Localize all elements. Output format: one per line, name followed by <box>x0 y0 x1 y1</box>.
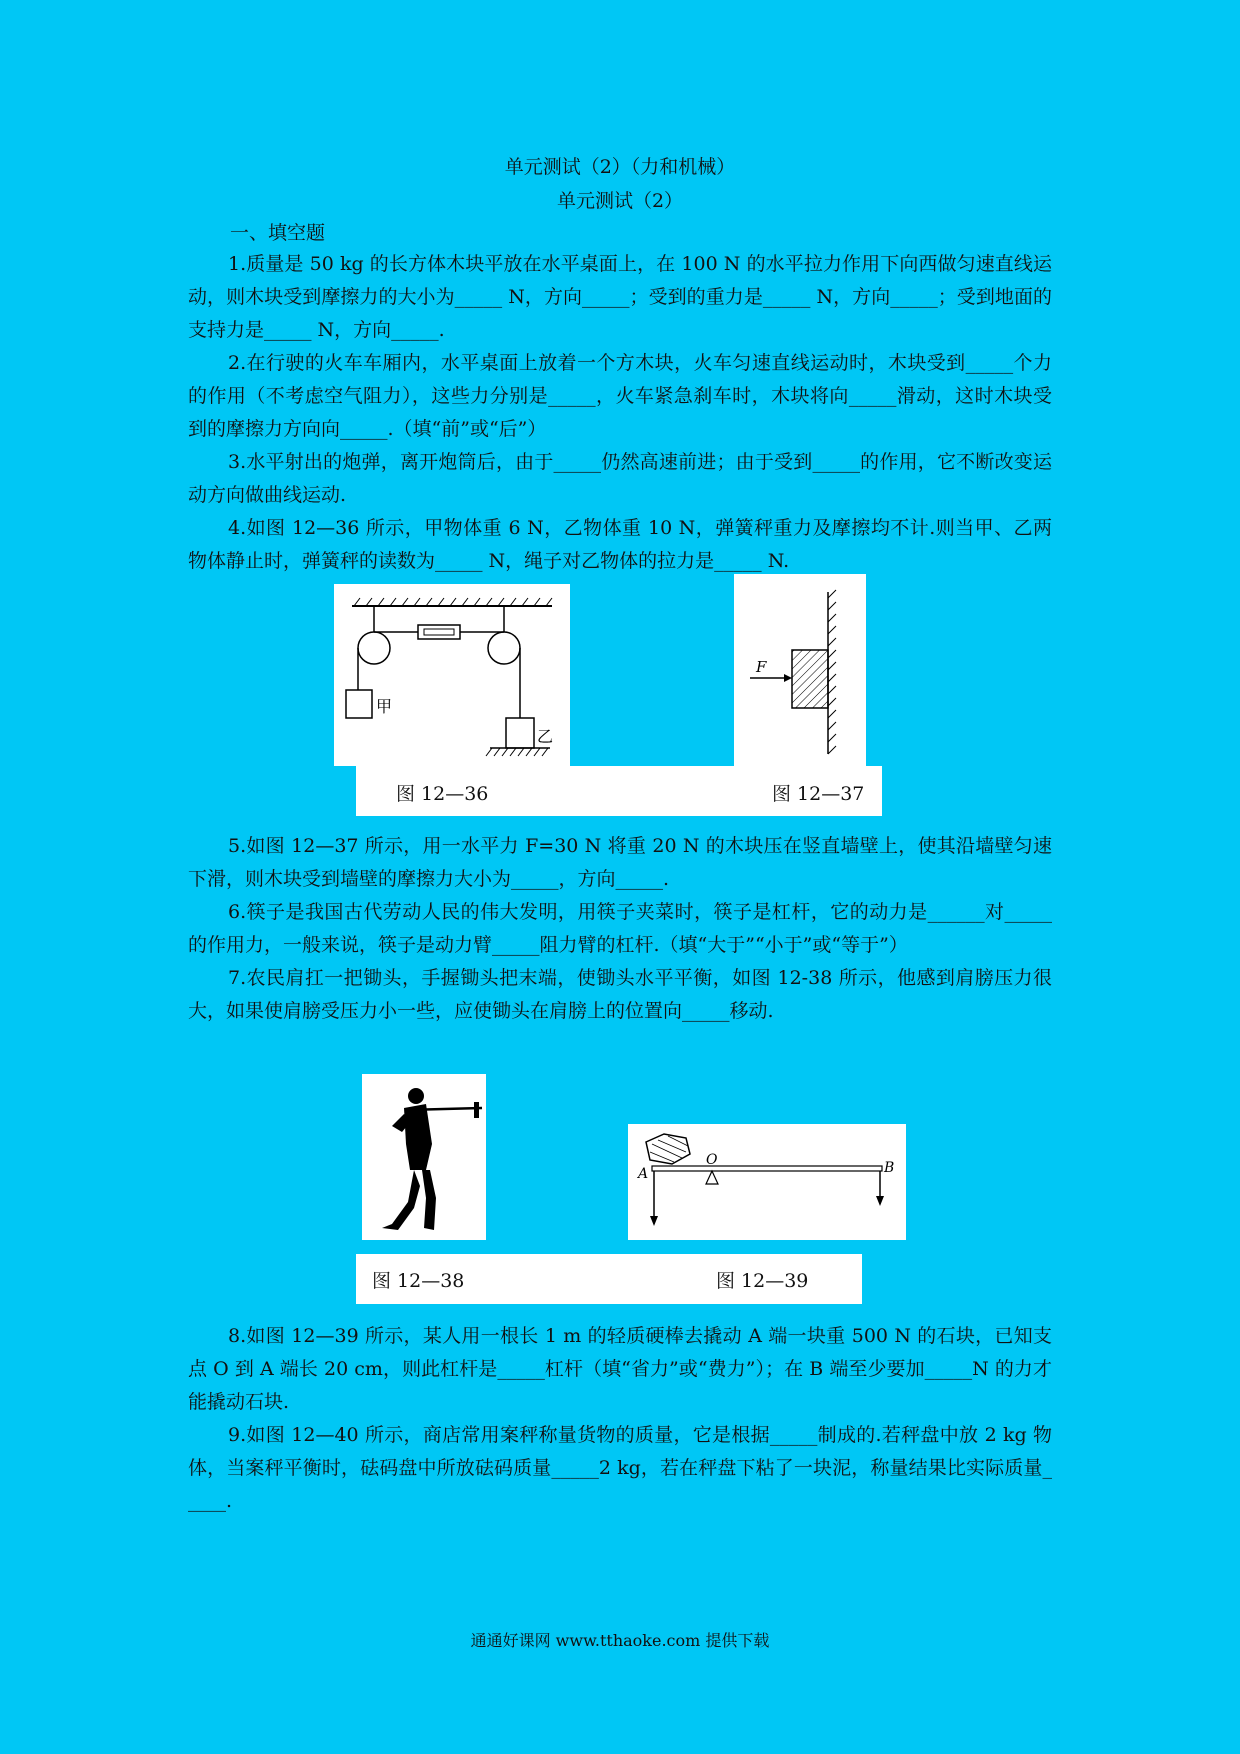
label-O: O <box>706 1152 718 1168</box>
question-4: 4.如图 12—36 所示，甲物体重 6 N，乙物体重 10 N，弹簧秤重力及摩擦均不计.则当甲、乙两物体静止时，弹簧秤的读数为_____ N，绳子对乙物体的拉力是_____ N. <box>188 517 1052 572</box>
caption-12-38: 图 12—38 <box>372 1270 465 1292</box>
question-9: 9.如图 12—40 所示，商店常用案秤称量货物的质量，它是根据_____制成的.若秤盘中放 2 kg 物体，当案秤平衡时，砝码盘中所放砝码质量_____2 kg，若在秤盘下粘了一块泥，称量结果比实际质量_____. <box>188 1424 1052 1512</box>
question-2: 2.在行驶的火车车厢内，水平桌面上放着一个方木块，火车匀速直线运动时，木块受到_____个力的作用（不考虑空气阻力），这些力分别是_____，火车紧急刹车时，木块将向_____滑动，这时木块受到的摩擦力方向向_____.（填“前”或“后”） <box>188 352 1052 440</box>
label-A: A <box>638 1166 649 1182</box>
caption-12-37: 图 12—37 <box>772 783 865 805</box>
question-6: 6.筷子是我国古代劳动人民的伟大发明，用筷子夹菜时，筷子是杠杆，它的动力是______对_____的作用力，一般来说，筷子是动力臂_____阻力臂的杠杆.（填“大于”“小于”或“等于”） <box>188 901 1052 956</box>
section-title: 一、填空题 <box>230 222 326 244</box>
caption-12-39: 图 12—39 <box>716 1270 809 1292</box>
label-F: F <box>756 658 767 676</box>
question-block-1 <box>188 248 1052 578</box>
figure-12-37 <box>734 574 866 766</box>
question-7: 7.农民肩扛一把锄头，手握锄头把末端，使锄头水平平衡，如图 12-38 所示，他感到肩膀压力很大，如果使肩膀受压力小一些，应使锄头在肩膀上的位置向_____移动. <box>188 967 1052 1022</box>
footer-text: 通通好课网 www.tthaoke.com 提供下载 <box>470 1631 770 1650</box>
lever-diagram <box>628 1124 906 1240</box>
question-1: 1.质量是 50 kg 的长方体木块平放在水平桌面上，在 100 N 的水平拉力作用下向西做匀速直线运动，则木块受到摩擦力的大小为_____ N，方向_____；受到的重力是_____ N，方向_____；受到地面的支持力是_____ N，方向_____. <box>188 253 1052 341</box>
question-8: 8.如图 12—39 所示，某人用一根长 1 m 的轻质硬棒去撬动 A 端一块重 500 N 的石块，已知支点 O 到 A 端长 20 cm，则此杠杆是_____杠杆（填“省力”或“费力”）；在 B 端至少要加_____N 的力才能撬动石块. <box>188 1325 1052 1413</box>
figure-12-39 <box>628 1124 906 1240</box>
label-jia: 甲 <box>376 697 393 716</box>
block-wall-diagram <box>734 574 866 766</box>
page-title: 单元测试（2）（力和机械） <box>504 156 736 178</box>
question-5: 5.如图 12—37 所示，用一水平力 F=30 N 将重 20 N 的木块压在竖直墙壁上，使其沿墙壁匀速下滑，则木块受到墙壁的摩擦力大小为_____，方向_____. <box>188 835 1052 890</box>
label-B: B <box>884 1160 895 1176</box>
page-subtitle: 单元测试（2） <box>556 190 684 212</box>
label-yi: 乙 <box>537 727 554 746</box>
figure-12-36 <box>334 584 570 766</box>
farmer-with-hoe-drawing <box>362 1074 486 1240</box>
question-block-3 <box>188 1320 1052 1518</box>
caption-12-36: 图 12—36 <box>396 783 489 805</box>
question-block-2 <box>188 830 1052 1028</box>
figure-12-38 <box>362 1074 486 1240</box>
question-3: 3.水平射出的炮弹，离开炮筒后，由于_____仍然高速前进；由于受到_____的作用，它不断改变运动方向做曲线运动. <box>188 451 1052 506</box>
pulley-system-diagram <box>334 584 570 766</box>
